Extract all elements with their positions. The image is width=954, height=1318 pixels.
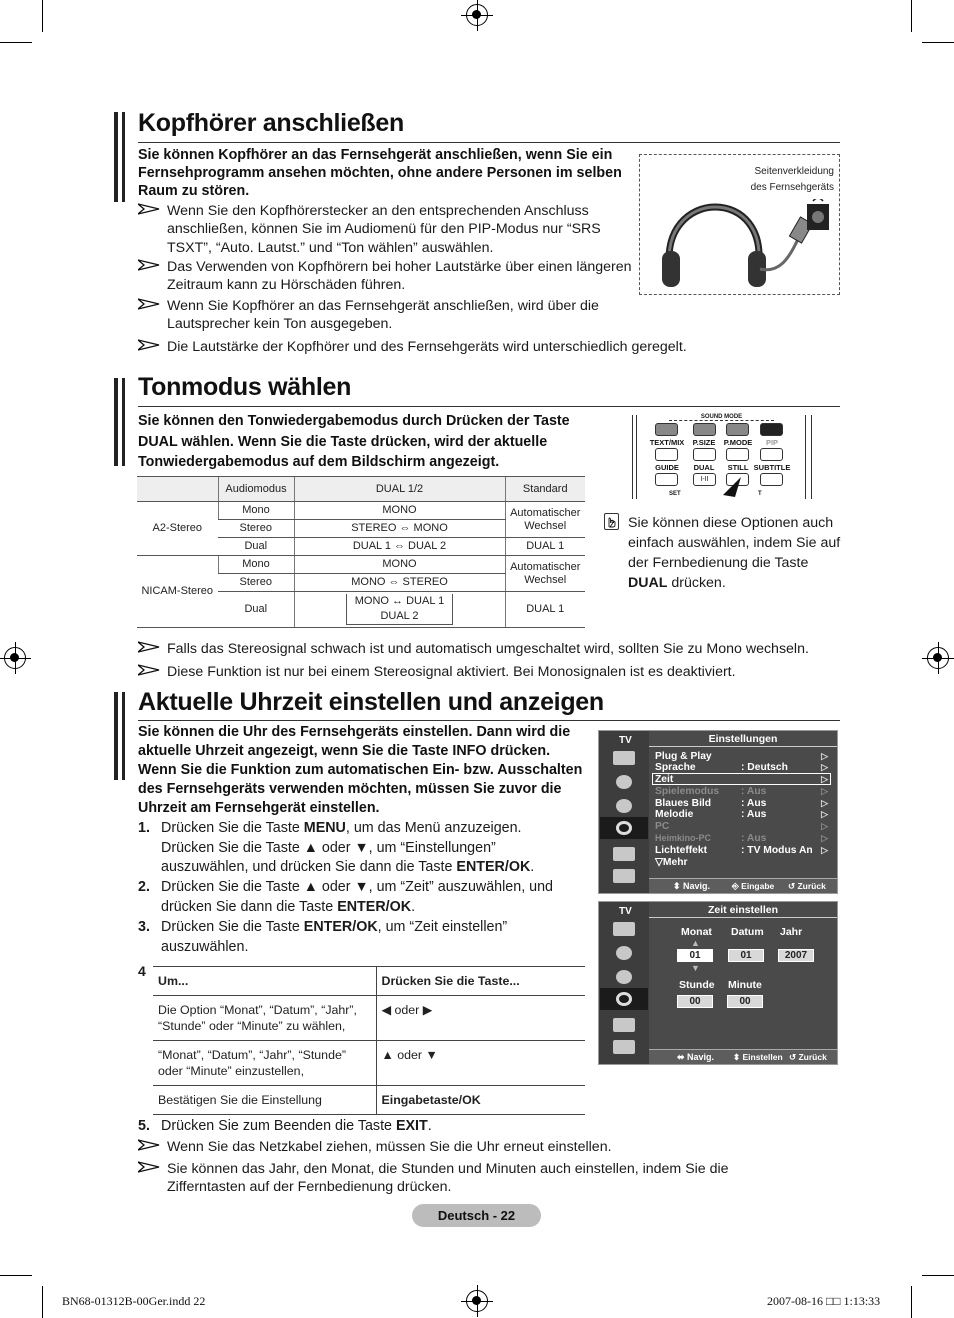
step-3: 3. Drücken Sie die Taste ENTER/OK, um “Zeit einstellen” auszuwählen. — [138, 919, 508, 955]
table-cell: Automatischer Wechsel — [505, 502, 585, 538]
osd-highlight — [652, 773, 831, 785]
note-arrow-icon — [138, 664, 160, 676]
table-cell: A2-Stereo — [137, 502, 218, 556]
section-bar — [114, 112, 118, 202]
registration-mark-icon — [466, 4, 488, 26]
table-cell: MONO — [294, 502, 505, 520]
remote-label: P.SIZE — [692, 438, 716, 447]
setup-gear-icon — [616, 821, 632, 835]
section-title-clock: Aktuelle Uhrzeit einstellen und anzeigen — [138, 688, 604, 716]
osd-label-minute: Minute — [728, 979, 762, 991]
osd-footer — [649, 1049, 837, 1064]
remote-label: SUBTITLE — [753, 463, 791, 472]
table-cell: Stereo — [218, 520, 294, 538]
hour-field[interactable]: 00 — [677, 995, 713, 1008]
page-number: Deutsch - 22 — [412, 1204, 541, 1227]
headphone-figure — [639, 154, 840, 295]
table-row — [137, 502, 585, 520]
osd-set-hint: ⬍ Einstellen — [733, 1052, 783, 1062]
step-2: 2. Drücken Sie die Taste ▲ oder ▼, um “Zeit” auszuwählen, und drücken Sie dann die Taste ENTER/OK. — [138, 879, 553, 915]
note — [138, 202, 633, 257]
osd-item-blaues-bild[interactable]: Blaues Bild — [655, 798, 712, 809]
title-rule — [138, 142, 840, 143]
remote-label: DUAL — [693, 463, 715, 472]
table-cell: Die Option “Monat”, “Datum”, “Jahr”, “Stunde” oder “Minute” zu wählen, — [153, 996, 376, 1041]
note-text: Wenn Sie das Netzkabel ziehen, müssen Sie die Uhr erneut einstellen. — [167, 1139, 612, 1155]
application-icon — [613, 869, 635, 883]
note-arrow-icon — [138, 203, 160, 215]
note-text: Die Lautstärke der Kopfhörer und des Fernsehgeräts wird unterschiedlich geregelt. — [167, 339, 687, 355]
figure-caption: Seitenverkleidung des Fernsehgeräts — [750, 166, 834, 193]
osd-item-zeit[interactable]: Zeit — [655, 774, 674, 785]
down-arrow-icon: ▼ — [691, 963, 700, 973]
intro-headphones: Sie können Kopfhörer an das Fernsehgerät anschließen, wenn Sie ein Fernsehprogramm ansehen möchten, ohne andere Personen im selben Raum zu stören. — [138, 147, 622, 199]
note-text: Wenn Sie Kopfhörer an das Fernsehgerät anschließen, wird über die Lautsprecher kein Ton ausgegeben. — [167, 298, 599, 333]
text-mix-button[interactable] — [655, 423, 678, 436]
remote-label: T — [758, 491, 762, 497]
channel-icon — [616, 799, 632, 813]
table-cell: MONO — [294, 556, 505, 574]
table-header: Audiomodus — [218, 477, 294, 502]
slug-date: 2007-08-16 □□ 1:13:33 — [767, 1294, 881, 1308]
section-bar — [114, 378, 118, 466]
year-field[interactable]: 2007 — [778, 949, 814, 962]
crop-mark — [922, 42, 954, 43]
psize-sub-button[interactable] — [693, 448, 716, 461]
month-field[interactable]: 01 — [677, 949, 713, 962]
table-cell: Stereo — [218, 574, 294, 592]
sound-icon — [616, 946, 632, 960]
table-cell: “Monat”, “Datum”, “Jahr”, “Stunde” oder “Minute” einzustellen, — [153, 1041, 376, 1086]
note-arrow-icon — [138, 259, 160, 271]
note-text: Falls das Stereosignal schwach ist und automatisch umgeschaltet wird, sollten Sie zu Mono wechseln. — [167, 641, 809, 657]
step-4-number: 4 — [138, 963, 146, 979]
section-bar — [122, 692, 125, 780]
guide-button[interactable] — [655, 448, 678, 461]
osd-tv-label: TV — [619, 735, 632, 746]
remote-label: SOUND MODE — [669, 414, 774, 421]
table-cell: ◀ oder ▶ — [376, 996, 585, 1041]
osd-arrow-icon: ▷ — [821, 751, 828, 761]
dual-cycle: MONO ↔ DUAL 1 DUAL 2 — [346, 594, 453, 625]
table-cell: DUAL 1 ⇔ DUAL 2 — [294, 538, 505, 556]
registration-mark-icon — [466, 1290, 488, 1312]
osd-arrow-icon: ▷ — [821, 833, 828, 843]
intro-clock: Sie können die Uhr des Fernsehgeräts einstellen. Dann wird die aktuelle Uhrzeit angezeigt, wenn Sie die Taste INFO drücken. Wenn Sie die Funktion zum automatischen Ein- bzw. Ausschalten des Fernsehgeräts verwenden möchten, müssen Sie zuvor die Uhrzeit am Fernsehgerät einstellen. — [138, 724, 583, 816]
crop-mark — [922, 1275, 954, 1276]
registration-mark-icon — [4, 647, 26, 669]
step-5: 5. Drücken Sie zum Beenden die Taste EXIT. — [138, 1118, 432, 1134]
table-header — [137, 477, 218, 502]
osd-label-jahr: Jahr — [780, 926, 803, 938]
title-rule — [138, 720, 840, 721]
osd-label-stunde: Stunde — [679, 979, 715, 991]
osd-title: Einstellungen — [649, 733, 837, 747]
sound-icon — [616, 775, 632, 789]
remote-label: TEXT/MIX — [649, 438, 685, 447]
table-row — [153, 996, 585, 1041]
osd-item-pc[interactable]: PC — [655, 821, 670, 832]
input-icon — [613, 847, 635, 861]
table-row — [153, 1086, 585, 1115]
osd-arrow-icon: ▷ — [821, 774, 828, 784]
table-header: Drücken Sie die Taste... — [376, 967, 585, 996]
crop-mark — [42, 0, 43, 32]
note-arrow-icon — [138, 298, 160, 310]
table-cell: Dual — [218, 592, 294, 628]
note-text: Wenn Sie den Kopfhörerstecker an den entsprechenden Anschluss anschließen, können Sie im Audiomenü für den PIP-Modus nur “SRS TSXT”, “Auto. Lautst.” und “Ton wählen” auswählen. — [167, 203, 601, 256]
osd-item-mehr[interactable]: ▽Mehr — [655, 857, 688, 868]
section-title-headphones: Kopfhörer anschließen — [138, 109, 404, 137]
note-text: Das Verwenden von Kopfhörern bei hoher Lautstärke über einen längeren Zeitraum kann zu Hörschäden führen. — [167, 259, 632, 294]
osd-value: : Aus — [741, 809, 767, 820]
crop-mark — [0, 1275, 32, 1276]
osd-enter-hint: ⎆ Eingabe — [732, 881, 775, 891]
table-header: Standard — [505, 477, 585, 502]
remote-label: GUIDE — [655, 463, 679, 472]
note — [138, 1138, 840, 1156]
audio-mode-table — [137, 476, 585, 628]
osd-item-spielemodus[interactable]: Spielemodus — [655, 786, 720, 797]
osd-value: : TV Modus An — [741, 845, 813, 856]
dual-button[interactable]: I-II — [693, 473, 716, 486]
slug-file: BN68-01312B-00Ger.indd 22 — [62, 1294, 206, 1308]
remote-label: P.MODE — [723, 438, 753, 447]
section-bar — [122, 112, 125, 202]
remote-edge — [811, 415, 841, 499]
table-cell: DUAL 1 — [505, 538, 585, 556]
minute-field[interactable]: 00 — [727, 995, 763, 1008]
osd-item-lichteffekt[interactable]: Lichteffekt — [655, 845, 708, 856]
osd-back-hint: ↺ Zurück — [789, 1052, 827, 1062]
pointer-arrow-icon — [721, 475, 745, 499]
osd-value: : Deutsch — [741, 762, 788, 773]
note-arrow-icon — [138, 339, 160, 351]
pip-button[interactable] — [760, 423, 783, 436]
table-header: Um... — [153, 967, 376, 996]
note-text: Diese Funktion ist nur bei einem Stereosignal aktiviert. Bei Monosignalen ist es deaktiviert. — [167, 664, 736, 680]
guide-button-lower[interactable] — [655, 473, 678, 486]
osd-label-monat: Monat — [681, 926, 712, 938]
osd-nav-hint: ⬍ Navig. — [673, 881, 711, 891]
note — [138, 258, 633, 295]
note — [138, 338, 840, 356]
remote-label: PIP — [765, 438, 779, 447]
remote-edge — [603, 415, 633, 499]
table-cell: Mono — [218, 556, 294, 574]
osd-item-heimkino-pc[interactable]: Heimkino-PC — [655, 833, 712, 843]
table-cell: MONO ⇔ STEREO — [294, 574, 505, 592]
day-field[interactable]: 01 — [728, 949, 764, 962]
osd-time-menu — [598, 901, 838, 1065]
table-cell: DUAL 1 — [505, 592, 585, 628]
osd-item-melodie[interactable]: Melodie — [655, 809, 694, 820]
note-arrow-icon — [138, 641, 160, 653]
table-cell: Eingabetaste/OK — [376, 1086, 585, 1115]
key-table — [153, 966, 585, 1115]
pip-sub-button[interactable] — [760, 448, 783, 461]
osd-value: : Aus — [741, 786, 767, 797]
psize-button[interactable] — [693, 423, 716, 436]
osd-value: : Aus — [741, 798, 767, 809]
note — [138, 663, 840, 681]
osd-back-hint: ↺ Zurück — [788, 881, 826, 891]
osd-nav-hint: ⬌ Navig. — [677, 1052, 715, 1062]
table-cell: Mono — [218, 502, 294, 520]
note-arrow-icon — [138, 1139, 160, 1151]
pmode-button[interactable] — [726, 423, 749, 436]
section-bar — [122, 378, 125, 466]
table-row — [137, 556, 585, 574]
table-cell: Automatischer Wechsel — [505, 556, 585, 592]
crop-mark — [42, 1286, 43, 1318]
table-cell: Dual — [218, 538, 294, 556]
intro-sound-mode: Sie können den Tonwiedergabemodus durch Drücken der Taste DUAL wählen. Wenn Sie die Taste drücken, wird der aktuelle Tonwiedergabemodus auf dem Bildschirm angezeigt. — [138, 413, 570, 470]
tip-text: Sie können diese Optionen auch einfach auswählen, indem Sie auf der Fernbedienung die Taste DUAL drücken. — [628, 515, 841, 591]
channel-icon — [616, 970, 632, 984]
hand-tip-icon — [604, 513, 619, 530]
pmode-sub-button[interactable] — [726, 448, 749, 461]
application-icon — [613, 1040, 635, 1054]
headphones-icon — [660, 199, 840, 291]
note — [138, 297, 633, 334]
osd-label-datum: Datum — [731, 926, 764, 938]
remote-label: SET — [669, 491, 681, 497]
osd-arrow-icon: ▷ — [821, 798, 828, 808]
setup-gear-icon — [616, 992, 632, 1006]
crop-mark — [0, 42, 32, 43]
up-arrow-icon: ▲ — [691, 938, 700, 948]
remote-detail — [603, 415, 841, 499]
note-text: Sie können das Jahr, den Monat, die Stunden und Minuten auch einstellen, indem Sie die Zifferntasten auf der Fernbedienung drücken. — [167, 1161, 729, 1196]
osd-arrow-icon: ▷ — [821, 786, 828, 796]
table-cell: STEREO ⇔ MONO — [294, 520, 505, 538]
table-row — [153, 1041, 585, 1086]
picture-icon — [613, 751, 635, 765]
osd-settings-menu — [598, 730, 838, 894]
osd-footer — [649, 878, 837, 893]
table-cell: NICAM-Stereo — [137, 556, 218, 628]
input-icon — [613, 1018, 635, 1032]
picture-icon — [613, 922, 635, 936]
osd-value: : Aus — [741, 833, 767, 844]
table-header: DUAL 1/2 — [294, 477, 505, 502]
registration-mark-icon — [927, 647, 949, 669]
table-cell — [294, 592, 505, 628]
section-title-sound-mode: Tonmodus wählen — [138, 373, 352, 401]
osd-arrow-icon: ▷ — [821, 809, 828, 819]
table-cell: ▲ oder ▼ — [376, 1041, 585, 1086]
osd-tv-label: TV — [619, 906, 632, 917]
note — [138, 1160, 778, 1197]
section-bar — [114, 692, 118, 780]
remote-label: STILL — [727, 463, 749, 472]
subtitle-button[interactable] — [760, 473, 783, 486]
crop-mark — [911, 0, 912, 32]
table-cell: Bestätigen Sie die Einstellung — [153, 1086, 376, 1115]
note-arrow-icon — [138, 1161, 160, 1173]
crop-mark — [911, 1286, 912, 1318]
osd-arrow-icon: ▷ — [821, 845, 828, 855]
step-1: 1. Drücken Sie die Taste MENU, um das Menü anzuzeigen. Drücken Sie die Taste ▲ oder ▼, um “Einstellungen” auszuwählen, und drücken Sie dann die Taste ENTER/OK. — [138, 820, 535, 875]
title-rule — [138, 406, 840, 407]
osd-item-plug-play[interactable]: Plug & Play — [655, 751, 712, 762]
osd-arrow-icon: ▷ — [821, 762, 828, 772]
note — [138, 640, 848, 658]
osd-item-sprache[interactable]: Sprache — [655, 762, 696, 773]
osd-title: Zeit einstellen — [649, 904, 837, 918]
osd-arrow-icon: ▷ — [821, 821, 828, 831]
